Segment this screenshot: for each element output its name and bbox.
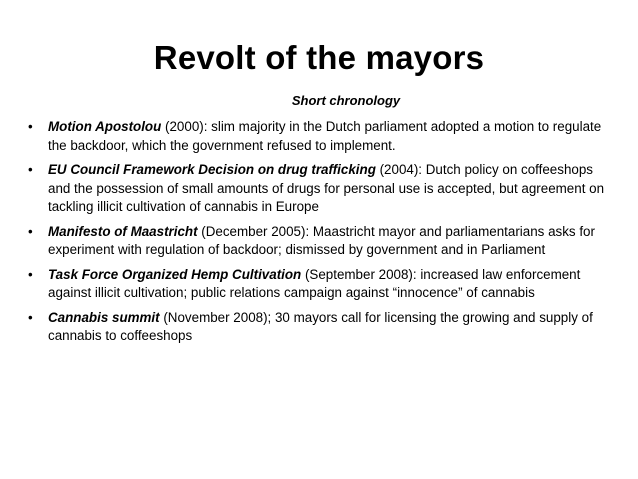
bullet-item-eu-framework-decision [27, 161, 619, 217]
bullet-lead: Manifesto of Maastricht [48, 223, 198, 239]
bullet-dot-icon: • [28, 266, 33, 282]
bullet-lead: Task Force Organized Hemp Cultivation [48, 266, 302, 282]
bullet-list [27, 118, 619, 352]
bullet-lead: EU Council Framework Decision on drug trafficking [48, 162, 376, 177]
bullet-item-cannabis-summit [27, 309, 619, 346]
bullet-text: (November 2008); 30 mayors call for licensing the growing and supply of cannabis to coffeeshops [48, 309, 593, 343]
bullet-item-task-force [27, 266, 619, 303]
slide-subtitle [0, 93, 638, 109]
bullet-item-motion-apostolou [27, 118, 619, 155]
bullet-lead: Motion Apostolou [48, 119, 162, 134]
bullet-text: (2004): Dutch policy on coffeeshops and the possession of small amounts of drugs for personal use is accepted, but agreement on tackling illicit cultivation of cannabis in Europe [48, 162, 605, 214]
slide-title: Revolt of the mayors [153, 39, 485, 76]
bullet-text: (September 2008): increased law enforcement against illicit cultivation; public relations campaign against “innocence” of cannabis [48, 266, 581, 300]
subtitle-text: Short chronology [291, 93, 401, 108]
bullet-text: (December 2005): Maastricht mayor and parliamentarians asks for experiment with regulation of backdoor; dismissed by government and in Parliament [48, 223, 595, 257]
bullet-dot-icon: • [28, 119, 33, 134]
bullet-lead: Cannabis summit [48, 309, 160, 325]
bullet-dot-icon: • [28, 162, 33, 177]
bullet-text: (2000): slim majority in the Dutch parliament adopted a motion to regulate the backdoor, which the government refused to implement. [48, 119, 602, 153]
bullet-item-manifesto-maastricht [27, 223, 619, 260]
bullet-dot-icon: • [28, 309, 33, 325]
bullet-dot-icon: • [28, 223, 33, 239]
